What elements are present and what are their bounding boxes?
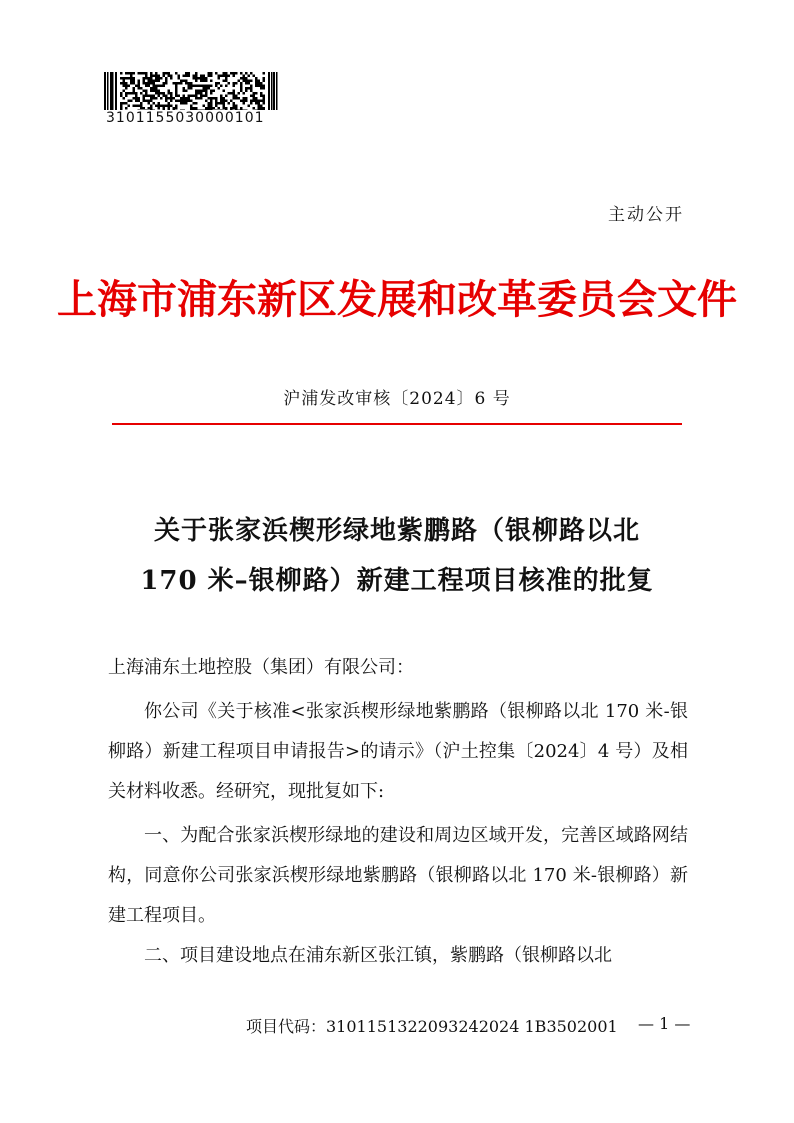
paragraph-item-1: 一、为配合张家浜楔形绿地的建设和周边区域开发，完善区域路网结构，同意你公司张家浜楔形绿地紫鹏路（银柳路以北 170 米-银柳路）新建工程项目。 [108,825,688,926]
document-title-line-2: 170 米–银柳路）新建工程项目核准的批复 [140,566,654,596]
disclosure-label: 主动公开 [608,205,684,225]
page-number: — 1 — [638,1014,691,1033]
red-divider [112,423,682,425]
paragraph-intro: 你公司《关于核准<张家浜楔形绿地紫鹏路（银柳路以北 170 米-银柳路）新建工程项目申请报告>的请示》（沪土控集〔2024〕4 号）及相关材料收悉。经研究，现批复如下: [108,701,688,802]
barcode-image [104,72,280,110]
paragraph-item-2: 二、项目建设地点在浦东新区张江镇，紫鹏路（银柳路以北 [144,945,612,966]
issuing-organization-title: 上海市浦东新区发展和改革委员会文件 [57,276,737,323]
addressee: 上海浦东土地控股（集团）有限公司： [108,657,414,678]
document-title-line-1: 关于张家浜楔形绿地紫鹏路（银柳路以北 [153,516,640,546]
project-code: 项目代码：3101151322093242024 1B3502001 [246,1017,618,1036]
document-number: 沪浦发改审核〔2024〕6 号 [283,389,511,409]
barcode-number: 3101155030000101 [106,110,265,126]
